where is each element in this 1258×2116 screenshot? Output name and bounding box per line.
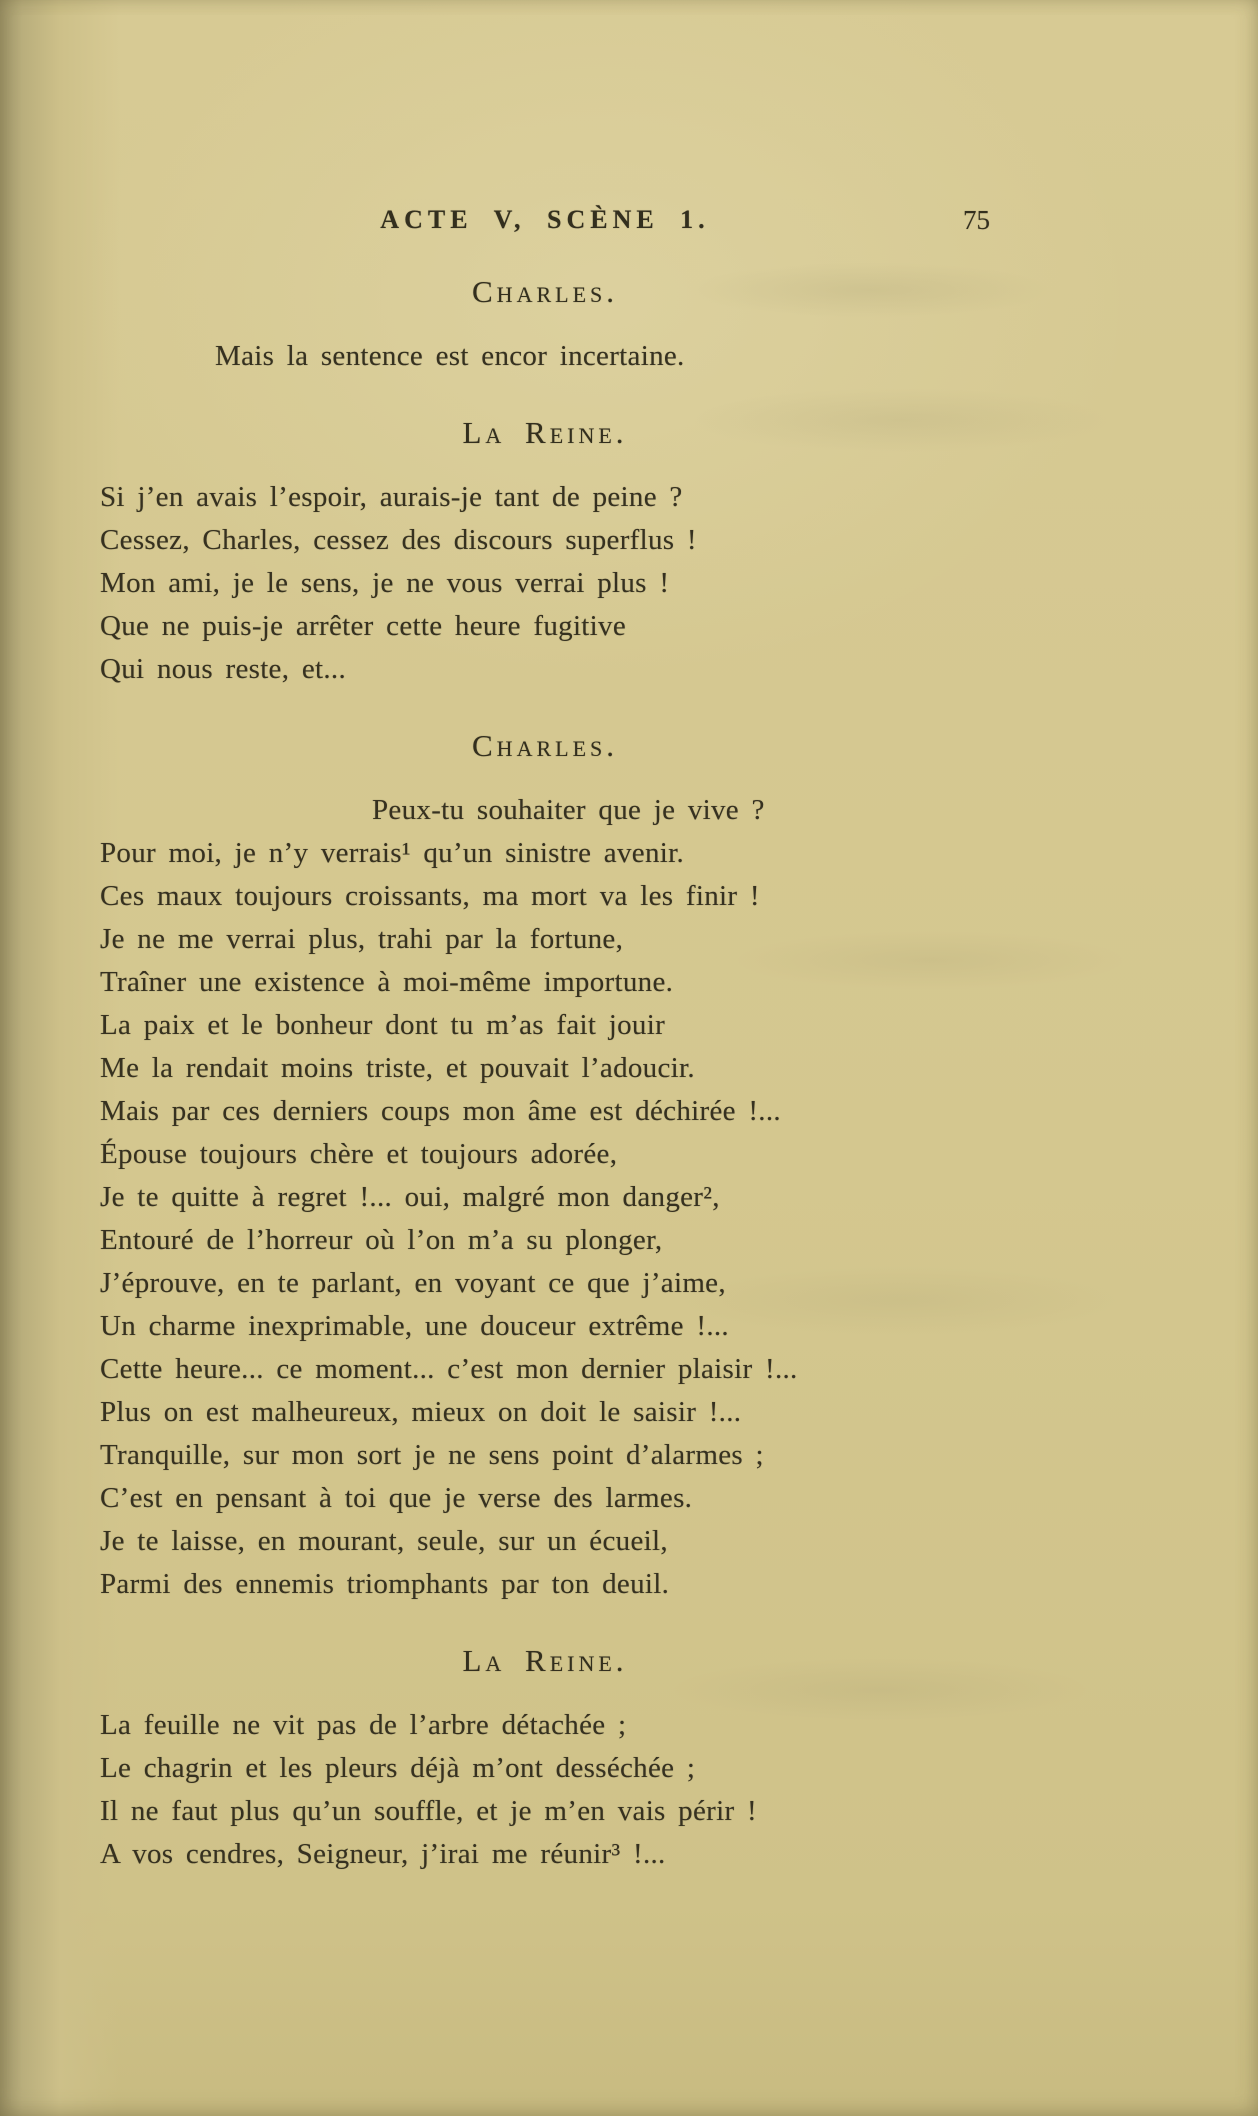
verse-line: La feuille ne vit pas de l’arbre détachée ;	[100, 1709, 627, 1741]
speaker-name: La Reine.	[462, 415, 628, 450]
verse-line: Traîner une existence à moi-même importune.	[100, 966, 674, 998]
verse-line: Parmi des ennemis triomphants par ton deuil.	[100, 1568, 670, 1600]
verse-line: Si j’en avais l’espoir, aurais-je tant de peine ?	[100, 481, 683, 513]
verse-line: Me la rendait moins triste, et pouvait l’adoucir.	[100, 1052, 695, 1084]
verse-line: Mon ami, je le sens, je ne vous verrai plus !	[100, 567, 670, 599]
verse-line: Plus on est malheureux, mieux on doit le saisir !...	[100, 1396, 742, 1428]
verse-line: La paix et le bonheur dont tu m’as fait jouir	[100, 1009, 666, 1041]
speaker-name: La Reine.	[462, 1643, 628, 1678]
verse-line: A vos cendres, Seigneur, j’irai me réunir³ !...	[100, 1838, 666, 1870]
page-number: 75	[963, 205, 990, 235]
verse-line: Il ne faut plus qu’un souffle, et je m’en vais périr !	[100, 1795, 757, 1827]
verse-line: Mais par ces derniers coups mon âme est déchirée !...	[100, 1095, 781, 1127]
verse-line: Cette heure... ce moment... c’est mon dernier plaisir !...	[100, 1353, 798, 1385]
verse-line: Peux-tu souhaiter que je vive ?	[372, 794, 765, 826]
verse-line: Je te quitte à regret !... oui, malgré mon danger²,	[100, 1181, 720, 1213]
verse-line: Tranquille, sur mon sort je ne sens point d’alarmes ;	[100, 1439, 764, 1471]
verse-line: Qui nous reste, et...	[100, 653, 347, 685]
verse-line: Entouré de l’horreur où l’on m’a su plonger,	[100, 1224, 663, 1256]
verse-line: Je ne me verrai plus, trahi par la fortune,	[100, 923, 624, 955]
play-text-block	[100, 273, 990, 1876]
verse-line: Mais la sentence est encor incertaine.	[215, 340, 685, 372]
verse-line: Cessez, Charles, cessez des discours superflus !	[100, 524, 697, 556]
running-header	[100, 203, 990, 237]
speaker-name: Charles.	[472, 728, 618, 763]
verse-line: Que ne puis-je arrêter cette heure fugitive	[100, 610, 626, 642]
verse-line: Le chagrin et les pleurs déjà m’ont desséchée ;	[100, 1752, 696, 1784]
verse-line: Un charme inexprimable, une douceur extrême !...	[100, 1310, 729, 1342]
page-title: ACTE V, SCÈNE 1.	[380, 205, 710, 234]
verse-line: Épouse toujours chère et toujours adorée,	[100, 1138, 618, 1170]
speaker-name: Charles.	[472, 274, 618, 309]
verse-line: Pour moi, je n’y verrais¹ qu’un sinistre avenir.	[100, 837, 685, 869]
page-content	[100, 0, 990, 1876]
verse-line: J’éprouve, en te parlant, en voyant ce que j’aime,	[100, 1267, 726, 1299]
verse-line: Ces maux toujours croissants, ma mort va les finir !	[100, 880, 760, 912]
verse-line: Je te laisse, en mourant, seule, sur un écueil,	[100, 1525, 668, 1557]
verse-line: C’est en pensant à toi que je verse des larmes.	[100, 1482, 693, 1514]
